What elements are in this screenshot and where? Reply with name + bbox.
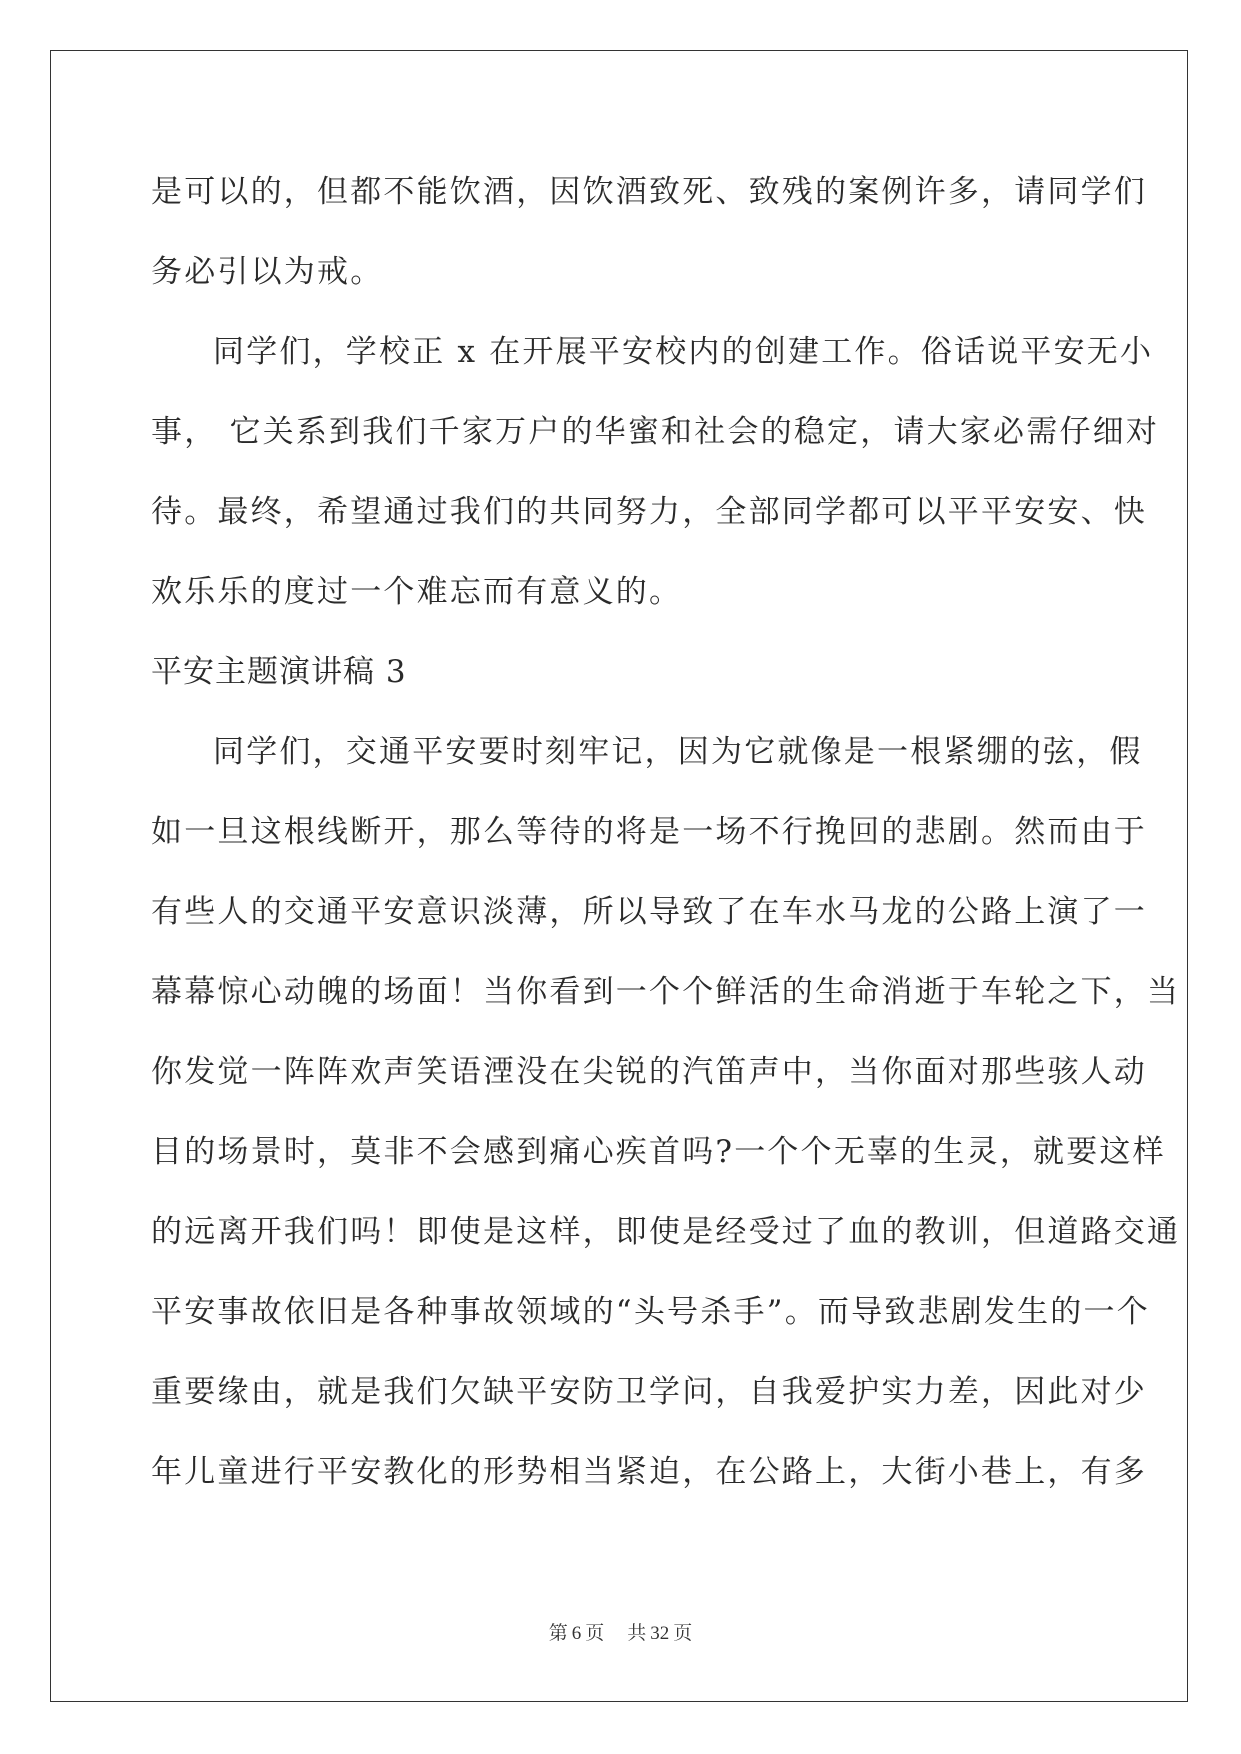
body-line-16: 重要缘由，就是我们欠缺平安防卫学问，自我爱护实力差，因此对少 <box>151 1374 1147 1410</box>
body-line-9: 如一旦这根线断开，那么等待的将是一场不行挽回的悲剧。然而由于 <box>151 814 1147 850</box>
total-pages: 32 <box>650 1623 670 1644</box>
body-line-6: 欢乐乐的度过一个难忘而有意义的。 <box>151 574 683 610</box>
body-line-12: 你发觉一阵阵欢声笑语湮没在尖锐的汽笛声中，当你面对那些骇人动 <box>151 1054 1147 1090</box>
body-line-1: 是可以的，但都不能饮酒，因饮酒致死、致残的案例许多，请同学们 <box>151 174 1147 210</box>
page-suffix: 页 <box>585 1623 605 1644</box>
page-prefix: 第 <box>548 1623 568 1644</box>
body-line-14: 的远离开我们吗！即使是这样，即使是经受过了血的教训，但道路交通 <box>151 1214 1181 1250</box>
body-line-4: 事， 它关系到我们千家万户的华蜜和社会的稳定，请大家必需仔细对 <box>151 414 1160 450</box>
page-footer <box>0 1618 1241 1645</box>
paragraph-start: 同学们，交通平安要时刻牢记，因为它就像是一根紧绷的弦，假 <box>213 734 1143 770</box>
body-line-17: 年儿童进行平安教化的形势相当紧迫，在公路上，大街小巷上，有多 <box>151 1454 1147 1490</box>
section-heading: 平安主题演讲稿 3 <box>151 654 407 690</box>
body-line-13: 目的场景时，莫非不会感到痛心疾首吗?一个个无辜的生灵，就要这样 <box>151 1134 1166 1170</box>
total-suffix: 页 <box>673 1623 693 1644</box>
body-line-15: 平安事故依旧是各种事故领域的“头号杀手”。而导致悲剧发生的一个 <box>151 1294 1150 1330</box>
body-line-10: 有些人的交通平安意识淡薄，所以导致了在车水马龙的公路上演了一 <box>151 894 1147 930</box>
paragraph-start: 同学们，学校正 x 在开展平安校内的创建工作。俗话说平安无小 <box>213 334 1154 370</box>
body-line-2: 务必引以为戒。 <box>151 254 384 290</box>
page-number: 6 <box>571 1623 582 1644</box>
total-prefix: 共 <box>627 1623 647 1644</box>
body-line-11: 幕幕惊心动魄的场面！当你看到一个个鲜活的生命消逝于车轮之下，当 <box>151 974 1181 1010</box>
body-line-5: 待。最终，希望通过我们的共同努力，全部同学都可以平平安安、快 <box>151 494 1147 530</box>
